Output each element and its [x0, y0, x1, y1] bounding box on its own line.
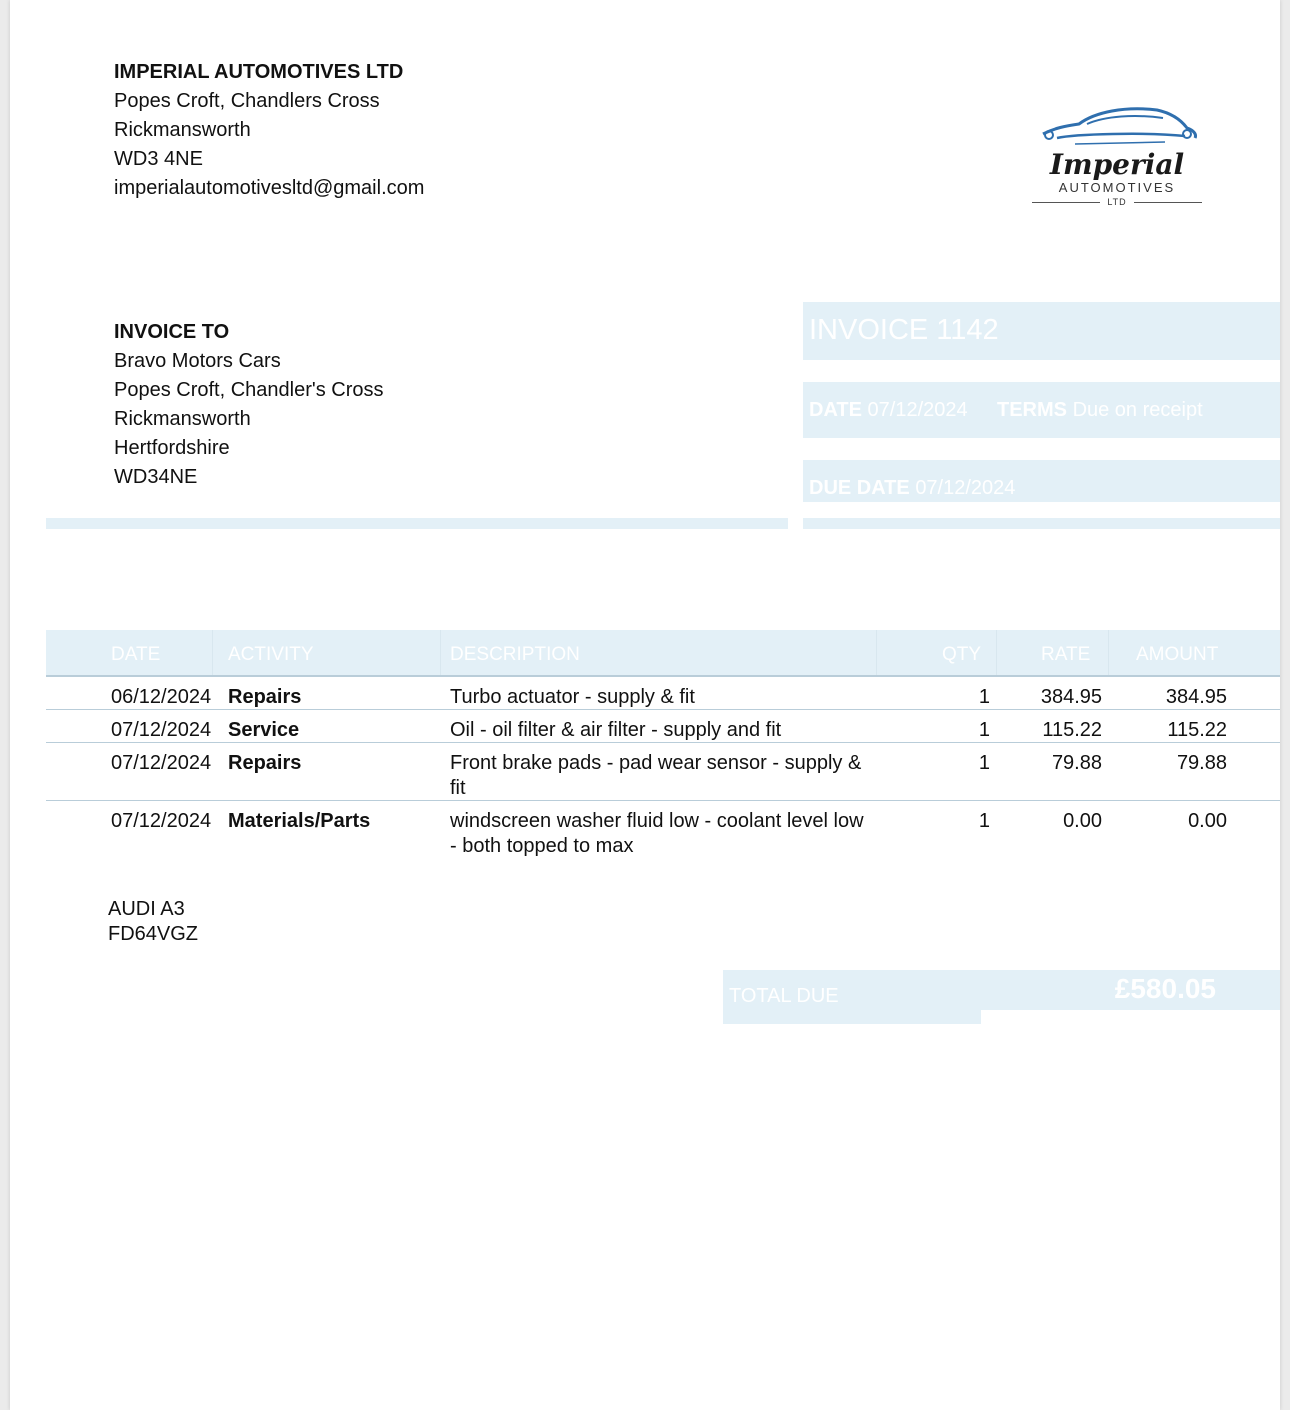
vehicle-registration: FD64VGZ — [108, 923, 199, 945]
row-rate: 115.22 — [1042, 719, 1102, 741]
row-date: 07/12/2024 — [111, 752, 212, 774]
header-separator — [440, 630, 441, 675]
invoice-date-band — [803, 382, 1280, 438]
row-amount: 115.22 — [1167, 719, 1227, 741]
header-description: DESCRIPTION — [450, 644, 580, 665]
row-qty: 1 — [978, 810, 990, 832]
row-rate: 0.00 — [1063, 810, 1102, 832]
logo-subtitle: AUTOMOTIVES — [1058, 180, 1176, 195]
company-address-line2: Rickmansworth — [114, 119, 251, 141]
logo-brand: Imperial — [1049, 148, 1185, 181]
due-date-value: 07/12/2024 — [915, 477, 1016, 499]
row-divider — [46, 709, 1280, 710]
company-email: imperialautomotivesltd@gmail.com — [114, 177, 425, 199]
row-description: windscreen washer fluid low - coolant level low - both topped to max — [450, 810, 864, 857]
invoice-to-block — [114, 318, 383, 492]
header-amount: AMOUNT — [1136, 644, 1219, 665]
row-activity: Repairs — [228, 686, 302, 708]
row-qty: 1 — [978, 719, 990, 741]
client-county: Hertfordshire — [114, 437, 230, 459]
row-amount: 79.88 — [1176, 752, 1227, 774]
date-value: 07/12/2024 — [867, 399, 968, 421]
header-underline — [46, 675, 1280, 677]
header-rate: RATE — [1041, 644, 1091, 665]
header-separator — [876, 630, 877, 675]
due-date-label: DUE DATE — [809, 477, 910, 499]
header-qty: QTY — [942, 644, 982, 665]
row-description: Front brake pads - pad wear sensor - supply & fit — [450, 752, 862, 799]
divider-right — [803, 518, 1280, 529]
header-separator — [996, 630, 997, 675]
terms-value: Due on receipt — [1072, 399, 1203, 421]
terms-label: TERMS — [997, 399, 1067, 421]
logo-ltd: LTD — [1024, 196, 1210, 208]
row-divider — [46, 800, 1280, 801]
row-qty: 1 — [978, 686, 990, 708]
invoice-number: INVOICE 1142 — [809, 314, 999, 346]
divider-left — [46, 518, 788, 529]
row-description: Turbo actuator - supply & fit — [450, 686, 695, 708]
row-qty: 1 — [978, 752, 990, 774]
row-activity: Service — [228, 719, 300, 741]
client-name: Bravo Motors Cars — [114, 350, 281, 372]
row-amount: 0.00 — [1188, 810, 1227, 832]
row-date: 07/12/2024 — [111, 719, 212, 741]
total-due-label: TOTAL DUE — [729, 985, 839, 1007]
company-logo — [1024, 104, 1210, 216]
invoice-page — [10, 0, 1280, 1410]
row-date: 07/12/2024 — [111, 810, 212, 832]
row-date: 06/12/2024 — [111, 686, 212, 708]
invoice-date — [809, 399, 968, 422]
row-rate: 79.88 — [1051, 752, 1102, 774]
table-header — [46, 630, 1280, 675]
header-date: DATE — [111, 644, 161, 665]
due-date — [809, 477, 1015, 500]
header-separator — [212, 630, 213, 675]
invoice-terms — [997, 399, 1203, 422]
company-name: IMPERIAL AUTOMOTIVES LTD — [114, 61, 404, 83]
date-label: DATE — [809, 399, 862, 421]
company-postcode: WD3 4NE — [114, 148, 203, 170]
vehicle-details — [108, 897, 198, 947]
total-due-band — [723, 970, 1280, 1010]
row-activity: Repairs — [228, 752, 302, 774]
header-activity: ACTIVITY — [228, 644, 314, 665]
invoice-number-band — [803, 302, 1280, 360]
row-activity: Materials/Parts — [228, 810, 371, 832]
company-details — [114, 58, 424, 203]
row-rate: 384.95 — [1040, 686, 1102, 708]
due-date-band — [803, 460, 1280, 502]
total-due-band-extension — [723, 1008, 981, 1024]
row-divider — [46, 742, 1280, 743]
client-postcode: WD34NE — [114, 466, 198, 488]
header-separator — [1108, 630, 1109, 675]
company-address-line1: Popes Croft, Chandlers Cross — [114, 90, 380, 112]
vehicle-model: AUDI A3 — [108, 898, 185, 920]
client-address-line2: Rickmansworth — [114, 408, 251, 430]
row-description: Oil - oil filter & air filter - supply and fit — [450, 719, 782, 741]
total-due-value: £580.05 — [1114, 973, 1216, 1004]
invoice-to-title: INVOICE TO — [114, 321, 230, 343]
row-amount: 384.95 — [1165, 686, 1227, 708]
client-address-line1: Popes Croft, Chandler's Cross — [114, 379, 384, 401]
